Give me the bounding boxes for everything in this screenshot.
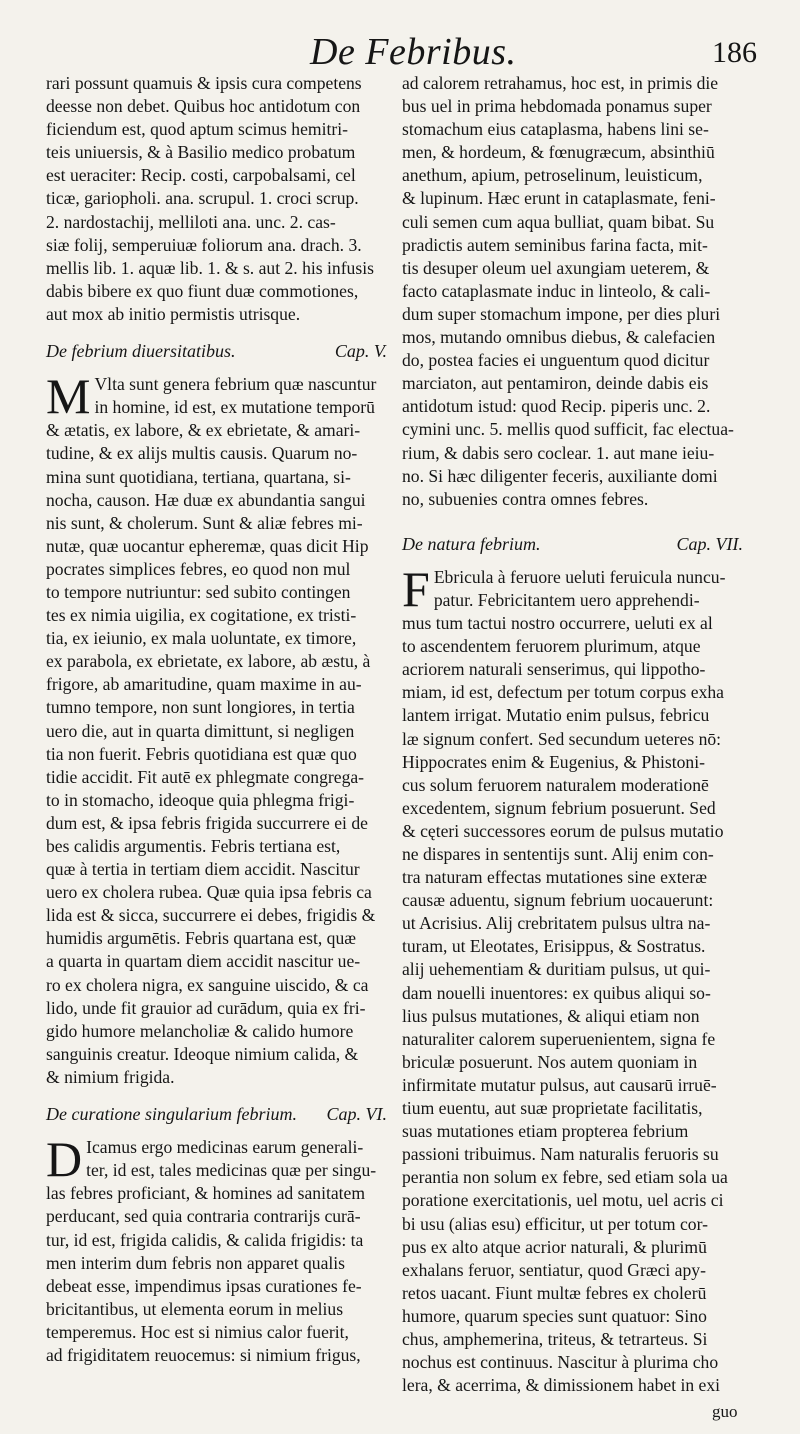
text-line: las febres proficiant, & homines ad sanitatem: [46, 1183, 366, 1204]
text-line: ut Acrisius. Alij crebritatem pulsus ultra na-: [402, 913, 711, 934]
text-line: tis desuper oleum uel axungiam ueterem, &: [402, 257, 710, 278]
drop-cap: M: [46, 368, 91, 425]
text-line: tium euentu, aut suæ proprietate facilitatis,: [402, 1098, 703, 1119]
text-line: lantem irrigat. Mutatio enim pulsus, febricu: [402, 705, 710, 726]
text-line: stomachum eius cataplasma, habens lini se-: [402, 119, 709, 140]
text-line: deesse non debet. Quibus hoc antidotum con: [46, 96, 361, 117]
chapter-5-text: [46, 368, 401, 1089]
text-line: dam nouelli inuentores: ex quibus aliqui so-: [402, 982, 711, 1003]
text-line: mellis lib. 1. aquæ lib. 1. & s. aut 2. his infusis: [46, 257, 374, 278]
text-line: ficiendum est, quod aptum scimus hemitri-: [46, 119, 348, 140]
text-line: Icamus ergo medicinas earum generali-: [86, 1137, 364, 1158]
running-title: De Febribus.: [310, 31, 517, 73]
drop-cap: F: [402, 560, 430, 617]
text-line: bricitantibus, ut elementa eorum in melius: [46, 1298, 344, 1319]
text-line: mus tum tactui nostro occurrere, ueluti ex al: [402, 613, 713, 634]
text-line: tra naturam effectas mutationes sine exteræ: [402, 867, 708, 888]
text-line: & lupinum. Hæc erunt in cataplasmate, feni-: [402, 188, 716, 209]
text-line: exhalans feruor, sentiatur, quod Græci apy-: [402, 1259, 706, 1280]
text-line: bes calidis argumentis. Febris tertiana est,: [46, 836, 341, 856]
text-line: do, postea facies ei unguentum quod dicitur: [402, 350, 710, 371]
text-line: ro ex cholera nigra, ex sanguine uiscido, & ca: [46, 974, 369, 995]
text-line: tumno tempore, non sunt longiores, in tertia: [46, 697, 355, 718]
text-line: sanguinis creatur. Ideoque nimium calida, &: [46, 1043, 359, 1064]
right-intro-text: [402, 72, 757, 511]
text-line: excedentem, signum febrium posuerunt. Sed: [402, 797, 716, 818]
text-line: tudine, & ex alijs multis causis. Quarum no-: [46, 443, 358, 464]
chapter-title: De febrium diuersitatibus.: [46, 341, 236, 362]
text-line: temperemus. Hoc est si nimius calor fuerit,: [46, 1321, 349, 1342]
text-line: men, & hordeum, & fœnugræcum, absinthiū: [402, 142, 715, 163]
text-line: perducant, sed quia contraria contrarijs curā-: [46, 1206, 361, 1227]
chapter-heading-6: [46, 1103, 401, 1126]
text-line: retos uacant. Fiunt multæ febres ex cholerū: [402, 1282, 707, 1303]
text-line: læ signum confert. Sed secundum ueteres nō:: [402, 728, 722, 749]
text-line: & nimium frigida.: [46, 1066, 175, 1087]
text-line: Ebricula à feruore ueluti feruicula nuncu-: [433, 566, 726, 587]
text-line: lida est & sicca, succurrere ei debes, frigidis &: [46, 905, 376, 926]
text-line: dabis bibere ex quo fiunt duæ commotiones,: [46, 280, 359, 301]
text-line: pus ex alto atque acrior naturali, & plurimū: [402, 1236, 707, 1257]
text-line: Hippocrates enim & Eugenius, & Phistoni-: [402, 751, 705, 772]
text-line: quæ à tertia in tertiam diem accidit. Nascitur: [46, 859, 360, 880]
text-line: briculæ posuerunt. Nos autem quoniam in: [402, 1051, 698, 1072]
text-line: tidie accidit. Fit autē ex phlegmate congrega-: [46, 766, 365, 787]
text-line: dum super stomachum impone, per dies pluri: [402, 303, 721, 324]
text-line: uero die, aut in quarta dimittunt, si negligen: [46, 720, 355, 741]
text-line: rari possunt quamuis & ipsis cura competens: [46, 73, 362, 93]
drop-cap: D: [46, 1131, 83, 1188]
text-line: & cęteri successores eorum de pulsus mutatio: [402, 820, 724, 841]
text-line: anethum, apium, petroselinum, leuisticum,: [402, 165, 703, 186]
left-column: [46, 72, 401, 1367]
chapter-number: Cap. VII.: [676, 533, 743, 554]
text-line: to in stomacho, ideoque quia phlegma frigi-: [46, 789, 355, 810]
text-line: passioni tribuimus. Nam naturalis feruoris su: [402, 1144, 719, 1165]
text-line: ticæ, gariopholi. ana. scrupul. 1. croci scrup.: [46, 188, 359, 209]
text-line: Vlta sunt genera febrium quæ nascuntur: [94, 374, 377, 395]
text-line: nis sunt, & cholerum. Sunt & aliæ febres mi-: [46, 512, 363, 533]
text-line: to tempore nutriuntur: sed subito contingen: [46, 581, 351, 602]
text-line: bus uel in prima hebdomada ponamus super: [402, 96, 712, 117]
text-line: culi semen cum aqua bulliat, quam bibat. Su: [402, 211, 715, 232]
text-line: teis uniuersis, & à Basilio medico probatum: [46, 142, 356, 163]
text-line: siæ folij, semperuiuæ foliorum ana. drach. 3.: [46, 234, 362, 255]
text-line: tur, id est, frigida calidis, & calida frigidis: ta: [46, 1229, 364, 1250]
text-line: naturaliter calorem superuenientem, signa fe: [402, 1028, 716, 1049]
text-line: nocha, causon. Hæ duæ ex abundantia sangui: [46, 489, 366, 510]
chapter-7-text: [402, 560, 757, 1397]
text-line: aut mox ab initio permistis utrisque.: [46, 303, 301, 324]
text-line: alij uehementiam & duritiam pulsus, ut qui-: [402, 959, 711, 980]
text-line: lius pulsus mutationes, & aliqui etiam non: [402, 1005, 700, 1026]
text-line: causæ aduentu, signum febrium uocauerunt:: [402, 890, 714, 911]
page-header: [0, 28, 800, 78]
chapter-heading-7: [402, 533, 757, 556]
text-line: cymini unc. 5. mellis quod sufficit, fac electua-: [402, 419, 734, 440]
text-line: dum est, & ipsa febris frigida succurrere ei de: [46, 812, 368, 833]
text-line: & ætatis, ex labore, & ex ebrietate, & amari-: [46, 420, 361, 441]
text-line: ne dispares in sententijs sunt. Alij enim con-: [402, 844, 714, 864]
text-line: nutæ, quæ uocantur epheremæ, quas dicit Hip: [46, 535, 369, 556]
text-line: ter, id est, tales medicinas quæ per singu-: [86, 1160, 377, 1181]
text-line: a quarta in quartam diem accidit nascitur ue-: [46, 951, 361, 972]
text-line: tia, ex ieiunio, ex mala uoluntate, ex timore,: [46, 628, 357, 649]
text-line: in homine, id est, ex mutatione temporū: [94, 397, 375, 418]
left-intro-text: [46, 72, 401, 326]
text-line: men interim dum febris non apparet qualis: [46, 1252, 346, 1273]
chapter-title: De natura febrium.: [402, 533, 541, 554]
text-line: infirmitate mutatur pulsus, aut causarū irruē-: [402, 1074, 717, 1095]
catchword: guo: [712, 1402, 738, 1421]
text-line: gido humore melancholiæ & calido humore: [46, 1020, 354, 1041]
text-line: lido, unde fit grauior ad curādum, quia ex fri-: [46, 997, 366, 1018]
text-line: humore, quarum species sunt quatuor: Sino: [402, 1305, 707, 1326]
text-line: ad calorem retrahamus, hoc est, in primis die: [402, 73, 719, 93]
text-line: turam, ut Eleotates, Erisippus, & Sostratus.: [402, 936, 706, 957]
text-line: perantia non solum ex febre, sed etiam sola ua: [402, 1167, 728, 1188]
text-line: antidotum istud: quod Recip. piperis unc. 2.: [402, 396, 711, 417]
text-line: mina sunt quotidiana, tertiana, quartana, si-: [46, 466, 351, 487]
chapter-heading-5: [46, 340, 401, 363]
text-line: debeat esse, impendimus ipsas curationes fe-: [46, 1275, 362, 1296]
text-line: acriorem naturali senserimus, qui lippotho-: [402, 659, 706, 680]
text-line: mos, mutando omnibus diebus, & calefacien: [402, 327, 716, 348]
text-line: poratione exercitationis, uel motu, uel acris ci: [402, 1190, 724, 1211]
chapter-6-text: [46, 1131, 401, 1367]
text-line: rium, & dabis sero coclear. 1. aut mane ieiu-: [402, 442, 715, 463]
text-line: cus solum feruorem naturalem moderationē: [402, 774, 709, 795]
text-line: frigore, ab amaritudine, quam maxime in au-: [46, 674, 362, 695]
text-line: to ascendentem feruorem plurimum, atque: [402, 636, 701, 657]
text-line: suas mutationes etiam propterea febrium: [402, 1121, 689, 1142]
text-line: no, subuenies contra omnes febres.: [402, 488, 649, 509]
page-number: 186: [712, 36, 757, 69]
text-line: humidis argumētis. Febris quartana est, quæ: [46, 928, 356, 949]
text-line: 2. nardostachij, melliloti ana. unc. 2. cas-: [46, 211, 336, 232]
right-column: [402, 72, 757, 1397]
text-line: chus, amphemerina, triteus, & tetrarteus. Si: [402, 1328, 708, 1349]
text-line: uero ex cholera rubea. Quæ quia ipsa febris ca: [46, 882, 372, 903]
text-line: ad frigiditatem reuocemus: si nimium frigus,: [46, 1344, 361, 1365]
text-line: no. Si hæc diligenter feceris, auxiliante domi: [402, 465, 718, 486]
chapter-title: De curatione singularium febrium.: [46, 1104, 297, 1125]
text-line: lera, & acerrima, & dimissionem habet in exi: [402, 1375, 721, 1396]
text-line: bi usu (alias esu) efficitur, ut per totum cor-: [402, 1213, 708, 1234]
chapter-number: Cap. VI.: [326, 1104, 387, 1125]
text-line: nochus est continuus. Nascitur à plurima cho: [402, 1352, 719, 1373]
text-line: est ueraciter: Recip. costi, carpobalsami, cel: [46, 165, 356, 186]
text-line: pocrates simplices febres, eo quod non mul: [46, 558, 351, 579]
text-line: pradictis autem seminibus farina facta, mit-: [402, 234, 708, 255]
text-line: patur. Febricitantem uero apprehendi-: [433, 589, 700, 610]
text-line: miam, id est, defectum per totum corpus exha: [402, 682, 724, 703]
text-line: ex parabola, ex ebrietate, ex labore, ab æstu, à: [46, 651, 371, 672]
chapter-number: Cap. V.: [334, 341, 387, 362]
text-line: tes ex nimia uigilia, ex cogitatione, ex tristi-: [46, 605, 357, 626]
text-line: tia non fuerit. Febris quotidiana est quæ quo: [46, 743, 357, 764]
text-line: facto cataplasmate induc in linteolo, & cali-: [402, 280, 711, 301]
text-line: marciaton, aut pentamiron, deinde dabis eis: [402, 373, 709, 394]
